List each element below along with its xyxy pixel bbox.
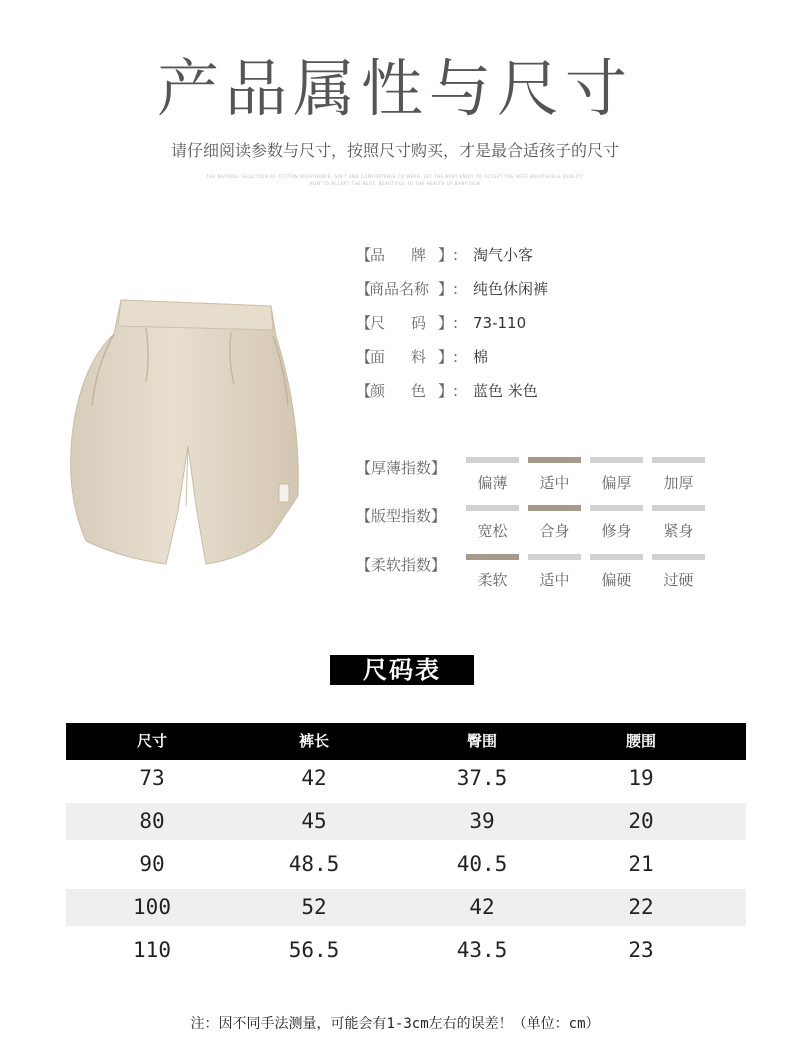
index-bar	[466, 505, 519, 511]
index-option: 合身	[528, 505, 581, 545]
waistband	[118, 300, 273, 330]
table-cell: 73	[139, 766, 165, 790]
table-cell: 42	[469, 895, 495, 919]
index-option: 宽松	[466, 505, 519, 545]
table-cell: 42	[301, 766, 327, 790]
table-cell: 39	[469, 809, 495, 833]
index-bar	[528, 554, 581, 560]
index-option: 适中	[528, 554, 581, 594]
attribute-value: 淘气小客	[473, 246, 534, 264]
index-label: 【版型指数】	[356, 507, 447, 525]
index-option: 柔软	[466, 554, 519, 594]
table-cell: 100	[133, 895, 171, 919]
table-cell: 43.5	[456, 938, 508, 962]
table-cell: 48.5	[288, 852, 340, 876]
table-cell: 23	[628, 938, 654, 962]
column-header: 臀围	[466, 732, 497, 750]
index-option: 偏薄	[466, 457, 519, 497]
index-bar	[652, 457, 705, 463]
table-cell: 56.5	[288, 938, 340, 962]
table-cell: 45	[301, 809, 327, 833]
index-thickness	[356, 457, 716, 497]
table-header	[66, 723, 746, 760]
attribute-brand: 【 品 牌 】 : 淘气小客	[356, 246, 534, 264]
pants-body	[71, 300, 299, 564]
table-cell: 40.5	[456, 852, 508, 876]
attribute-value: 73-110	[473, 314, 527, 332]
side-label	[279, 484, 289, 502]
index-label: 【柔软指数】	[356, 556, 447, 574]
product-image	[66, 296, 306, 568]
index-bar	[528, 457, 581, 463]
attribute-product-name: 【 商品名称 】 : 纯色休闲裤	[356, 280, 549, 298]
table-row	[66, 932, 746, 969]
index-bar	[652, 554, 705, 560]
table-cell: 90	[139, 852, 165, 876]
table-cell: 19	[628, 766, 654, 790]
index-option: 紧身	[652, 505, 705, 545]
index-fit	[356, 505, 716, 545]
table-cell: 22	[628, 895, 654, 919]
table-cell: 21	[628, 852, 654, 876]
page-title: 产品属性与尺寸	[156, 52, 633, 125]
index-bar	[466, 554, 519, 560]
index-bar	[590, 505, 643, 511]
index-option: 偏硬	[590, 554, 643, 594]
attribute-size: 【 尺 码 】 : 73-110	[356, 314, 527, 332]
column-header: 裤长	[298, 732, 329, 750]
index-bar	[590, 457, 643, 463]
table-row	[66, 846, 746, 883]
table-row	[66, 803, 746, 840]
index-option: 过硬	[652, 554, 705, 594]
index-option: 修身	[590, 505, 643, 545]
index-bar	[466, 457, 519, 463]
index-option: 偏厚	[590, 457, 643, 497]
table-cell: 52	[301, 895, 327, 919]
table-row	[66, 889, 746, 926]
table-cell: 20	[628, 809, 654, 833]
index-option: 适中	[528, 457, 581, 497]
attribute-color: 【 颜 色 】 : 蓝色 米色	[356, 382, 538, 400]
fine-print-line: HOW TO ACCEPT THE BEST, BEAUTIFUL TO THE HEALTH OF BABY SKIN	[309, 181, 481, 186]
size-table-title: 尺码表	[330, 655, 474, 685]
attribute-value: 纯色休闲裤	[473, 280, 549, 298]
index-bar	[590, 554, 643, 560]
attribute-value: 棉	[473, 348, 489, 366]
table-cell: 37.5	[456, 766, 508, 790]
table-row	[66, 760, 746, 797]
fine-print-line: THE NATURAL SELECTION OF COTTON BREATHABLE, SOFT AND COMFORTABLE TO WEAR, LET THE BABY ENJOY TO ACCEPT THE BEST BREATHABLE QUALITY	[206, 174, 584, 179]
table-cell: 110	[133, 938, 171, 962]
table-cell: 80	[139, 809, 165, 833]
column-header: 尺寸	[136, 732, 167, 750]
index-option: 加厚	[652, 457, 705, 497]
column-header: 腰围	[625, 732, 656, 750]
attribute-value: 蓝色 米色	[473, 382, 538, 400]
measurement-note: 注：因不同手法测量，可能会有1-3cm左右的误差！（单位：cm）	[190, 1016, 600, 1032]
index-softness	[356, 554, 716, 594]
page-subtitle: 请仔细阅读参数与尺寸，按照尺寸购买，才是最合适孩子的尺寸	[170, 141, 619, 160]
index-bar	[652, 505, 705, 511]
attribute-material: 【 面 料 】 : 棉	[356, 348, 489, 366]
index-bar	[528, 505, 581, 511]
index-label: 【厚薄指数】	[356, 459, 447, 477]
